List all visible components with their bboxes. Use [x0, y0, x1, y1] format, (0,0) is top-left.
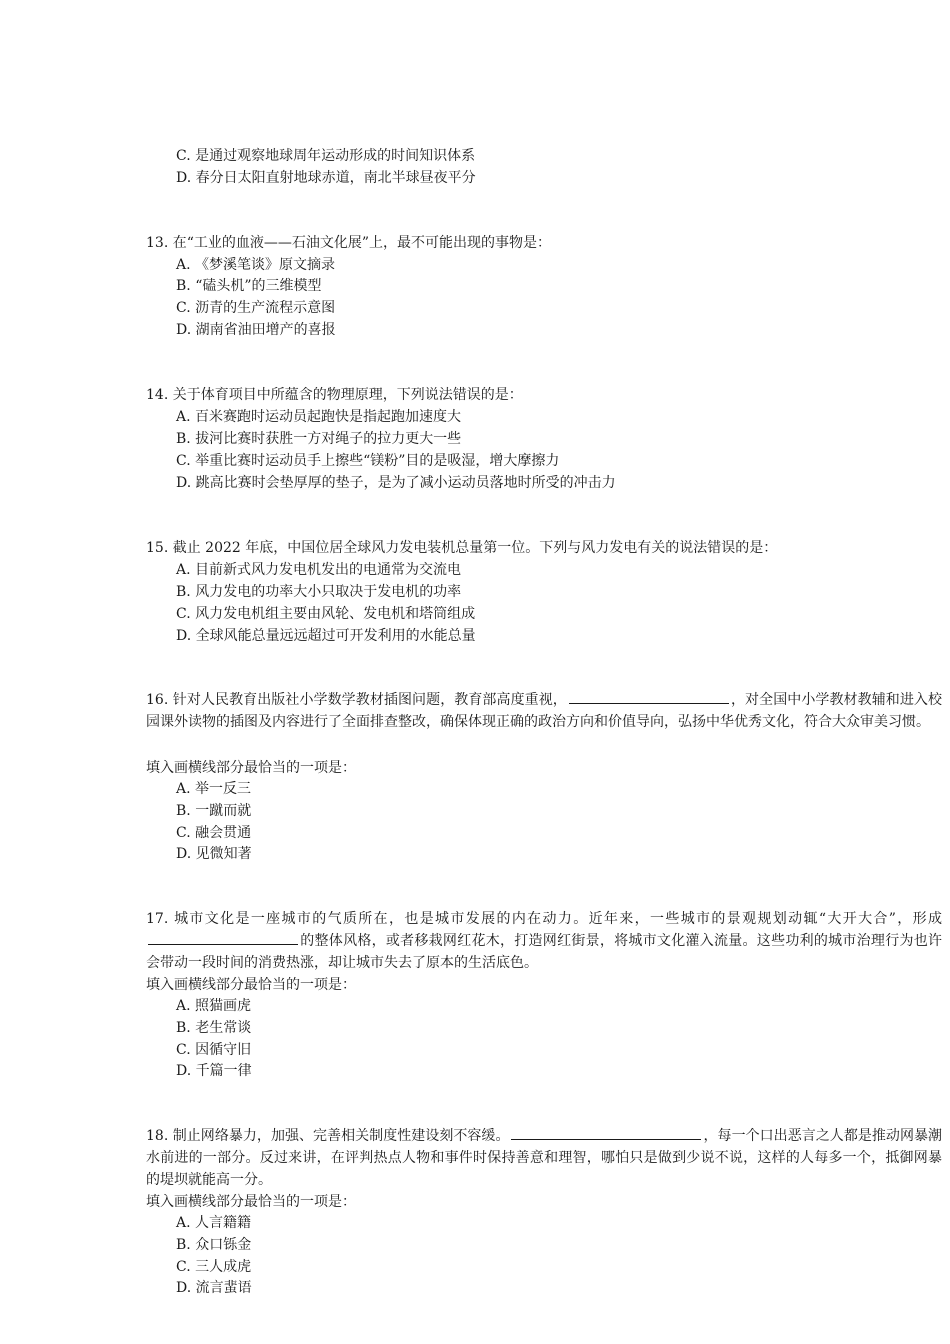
q17-prompt: 填入画横线部分最恰当的一项是：	[146, 977, 356, 993]
q16-option-b: B. 一蹴而就	[176, 803, 252, 819]
q18-stem-before: 18. 制止网络暴力，加强、完善相关制度性建设刻不容缓。	[146, 1128, 510, 1144]
q16-prompt: 填入画横线部分最恰当的一项是：	[146, 760, 356, 776]
q16-stem-after: ，对全国中小学教材教辅和进入校园课外读物的插图及内容进行了全面排查整改，确保体现正确的政治方向和价值导向，弘扬中华优秀文化，符合大众审美习惯。	[146, 692, 943, 730]
q18-answer-blank	[511, 1125, 701, 1140]
q18-option-a: A. 人言籍籍	[176, 1215, 252, 1231]
q16-stem	[146, 689, 942, 733]
q14-stem: 14. 关于体育项目中所蕴含的物理原理，下列说法错误的是：	[146, 387, 523, 403]
q13-option-a: A. 《梦溪笔谈》原文摘录	[176, 257, 336, 273]
q16-option-d: D. 见微知著	[176, 846, 252, 862]
q17-stem	[146, 908, 942, 974]
q15-option-c: C. 风力发电机组主要由风轮、发电机和塔筒组成	[176, 606, 476, 622]
q12-option-c: C. 是通过观察地球周年运动形成的时间知识体系	[176, 148, 476, 164]
q15-option-a: A. 目前新式风力发电机发出的电通常为交流电	[176, 562, 462, 578]
q16-option-c: C. 融会贯通	[176, 825, 252, 841]
q17-option-c: C. 因循守旧	[176, 1042, 252, 1058]
q17-option-d: D. 千篇一律	[176, 1063, 252, 1079]
q18-stem	[146, 1125, 942, 1191]
q18-stem-after: ，每一个口出恶言之人都是推动网暴潮水前进的一部分。反过来讲，在评判热点人物和事件时保持善意和理智，哪怕只是做到少说不说，这样的人每多一个，抵御网暴的堤坝就能高一分。	[146, 1128, 943, 1188]
q13-option-b: B. “磕头机”的三维模型	[176, 278, 322, 294]
q15-option-d: D. 全球风能总量远远超过可开发利用的水能总量	[176, 628, 476, 644]
q18-option-d: D. 流言蜚语	[176, 1280, 252, 1296]
q14-option-d: D. 跳高比赛时会垫厚厚的垫子，是为了减小运动员落地时所受的冲击力	[176, 475, 616, 491]
q14-option-a: A. 百米赛跑时运动员起跑快是指起跑加速度大	[176, 409, 462, 425]
q12-option-d: D. 春分日太阳直射地球赤道，南北半球昼夜平分	[176, 170, 476, 186]
q13-option-d: D. 湖南省油田增产的喜报	[176, 322, 336, 338]
q17-answer-blank	[148, 930, 298, 945]
q16-option-a: A. 举一反三	[176, 781, 252, 797]
q17-stem-after: 的整体风格，或者移栽网红花木，打造网红街景，将城市文化灌入流量。这些功利的城市治理行为也许会带动一段时间的消费热涨，却让城市失去了原本的生活底色。	[146, 933, 942, 971]
q17-stem-before: 17. 城市文化是一座城市的气质所在，也是城市发展的内在动力。近年来，一些城市的景观规划动辄“大开大合”，形成	[146, 911, 942, 927]
q14-option-b: B. 拔河比赛时获胜一方对绳子的拉力更大一些	[176, 431, 462, 447]
q16-stem-before: 16. 针对人民教育出版社小学数学教材插图问题，教育部高度重视，	[146, 692, 567, 708]
q17-option-b: B. 老生常谈	[176, 1020, 252, 1036]
q14-option-c: C. 举重比赛时运动员手上擦些“镁粉”目的是吸湿，增大摩擦力	[176, 453, 560, 469]
q16-answer-blank	[569, 689, 729, 704]
q17-option-a: A. 照猫画虎	[176, 998, 252, 1014]
q18-option-b: B. 众口铄金	[176, 1237, 252, 1253]
q18-prompt: 填入画横线部分最恰当的一项是：	[146, 1194, 356, 1210]
q13-option-c: C. 沥青的生产流程示意图	[176, 300, 336, 316]
q18-option-c: C. 三人成虎	[176, 1259, 252, 1275]
q15-option-b: B. 风力发电的功率大小只取决于发电机的功率	[176, 584, 462, 600]
q15-stem: 15. 截止 2022 年底，中国位居全球风力发电装机总量第一位。下列与风力发电有关的说法错误的是：	[146, 540, 778, 556]
q13-stem: 13. 在“工业的血液——石油文化展”上，最不可能出现的事物是：	[146, 235, 552, 251]
